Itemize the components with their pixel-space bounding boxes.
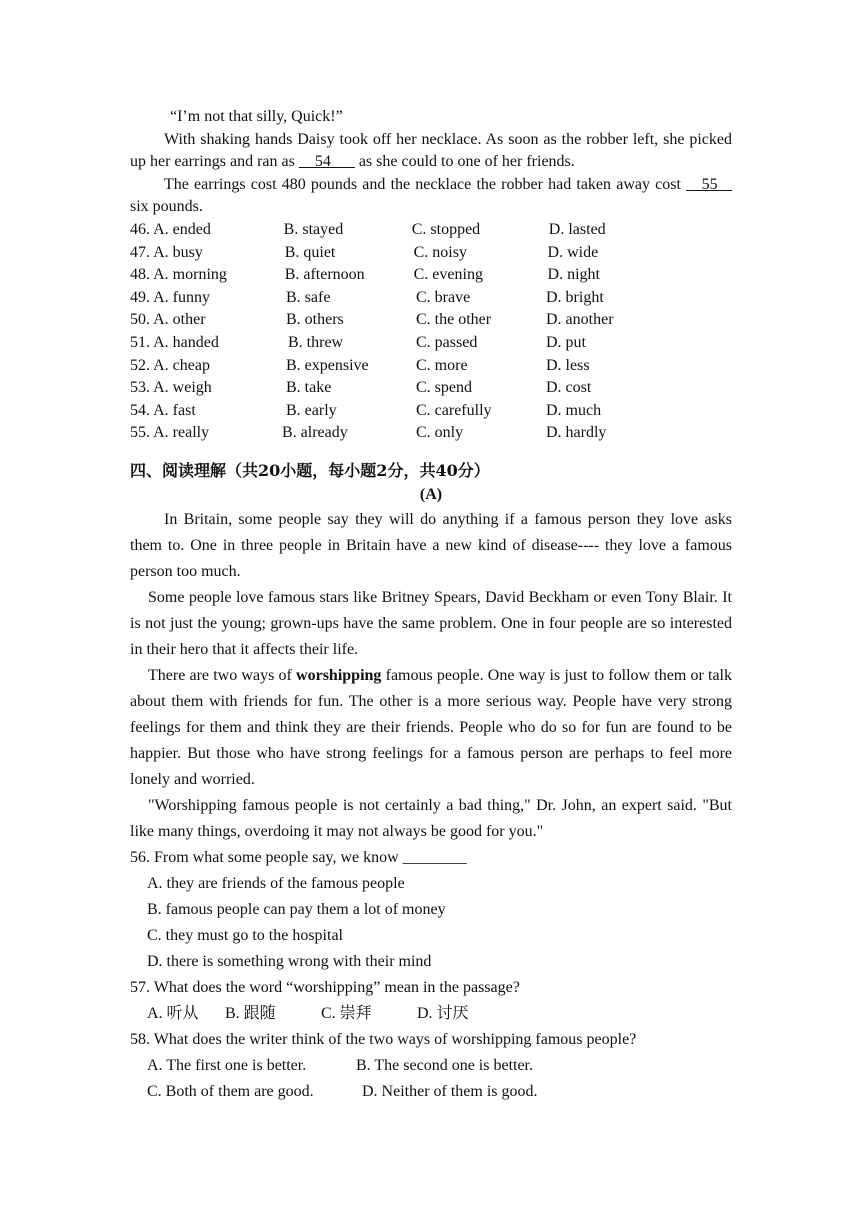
option-row: 54. A. fast B. early C. carefully D. much	[130, 401, 602, 419]
answer-options: A. The first one is better. B. The second one is better.	[147, 1056, 533, 1074]
option-row: 55. A. really B. already C. only D. hardly	[130, 424, 607, 442]
question-text: 56. From what some people say, we know ________	[130, 848, 467, 866]
page-content	[130, 106, 732, 1105]
answer-option: C. they must go to the hospital	[147, 926, 343, 944]
question-text: 57. What does the word “worshipping” mean in the passage?	[130, 978, 520, 996]
blank-55: 55	[701, 175, 718, 193]
reading-paragraph: Some people love famous stars like Britney Spears, David Beckham or even Tony Blair. It is not just the young; grown-ups have the same problem. One in four people are so interested in their hero that it affects their life.	[130, 588, 732, 658]
option-row: 47. A. busy B. quiet C. noisy D. wide	[130, 243, 599, 261]
question-56	[130, 845, 732, 975]
reading-paragraph: There are two ways of worshipping famous people. One way is just to follow them or talk about them with friends for fun. The other is a more serious way. People have very strong feelings for them and think they are their friends. People who do so for fun are found to be happier. But those who have strong feelings for a famous person are perhaps to feel more lonely and worried.	[130, 666, 732, 788]
answer-option: B. famous people can pay them a lot of money	[147, 900, 446, 918]
part-label: (A)	[419, 485, 443, 503]
option-row: 48. A. morning B. afternoon C. evening D. night	[130, 266, 600, 284]
question-text: 58. What does the writer think of the two ways of worshipping famous people?	[130, 1030, 637, 1048]
question-58	[130, 1027, 732, 1105]
reading-paragraph: In Britain, some people say they will do anything if a famous person they love asks them to. One in three people in Britain have a new kind of disease---- they love a famous person too much.	[130, 510, 732, 580]
option-row: 52. A. cheap B. expensive C. more D. less	[130, 356, 590, 374]
cloze-options	[130, 219, 732, 445]
option-row: 51. A. handed B. threw C. passed D. put	[130, 333, 586, 351]
option-row: 50. A. other B. others C. the other D. another	[130, 311, 614, 329]
option-row: 49. A. funny B. safe C. brave D. bright	[130, 288, 604, 306]
bold-keyword: worshipping	[296, 666, 382, 684]
reading-paragraph: "Worshipping famous people is not certainly a bad thing," Dr. John, an expert said. "But like many things, overdoing it may not always be good for you."	[130, 796, 732, 840]
question-57	[130, 975, 732, 1027]
answer-option: D. there is something wrong with their mind	[147, 952, 432, 970]
passage-paragraph: With shaking hands Daisy took off her necklace. As soon as the robber left, she picked up her earrings and ran as 54 as she could to one of her friends.	[130, 130, 732, 171]
option-row: 46. A. ended B. stayed C. stopped D. lasted	[130, 220, 606, 238]
option-row: 53. A. weigh B. take C. spend D. cost	[130, 379, 592, 397]
section-heading: 四、阅读理解（共20小题，每小题2分，共40分）	[130, 460, 490, 480]
blank-54: 54	[314, 153, 331, 171]
answer-options: C. Both of them are good. D. Neither of them is good.	[147, 1082, 538, 1100]
answer-option: A. they are friends of the famous people	[147, 874, 405, 892]
passage-paragraph: The earrings cost 480 pounds and the necklace the robber had taken away cost 55 six pounds.	[130, 174, 732, 219]
passage-quote: “I’m not that silly, Quick!”	[170, 108, 343, 125]
reading-passage	[130, 507, 732, 845]
answer-options: A. 听从 B. 跟随 C. 崇拜 D. 讨厌	[147, 1004, 469, 1022]
